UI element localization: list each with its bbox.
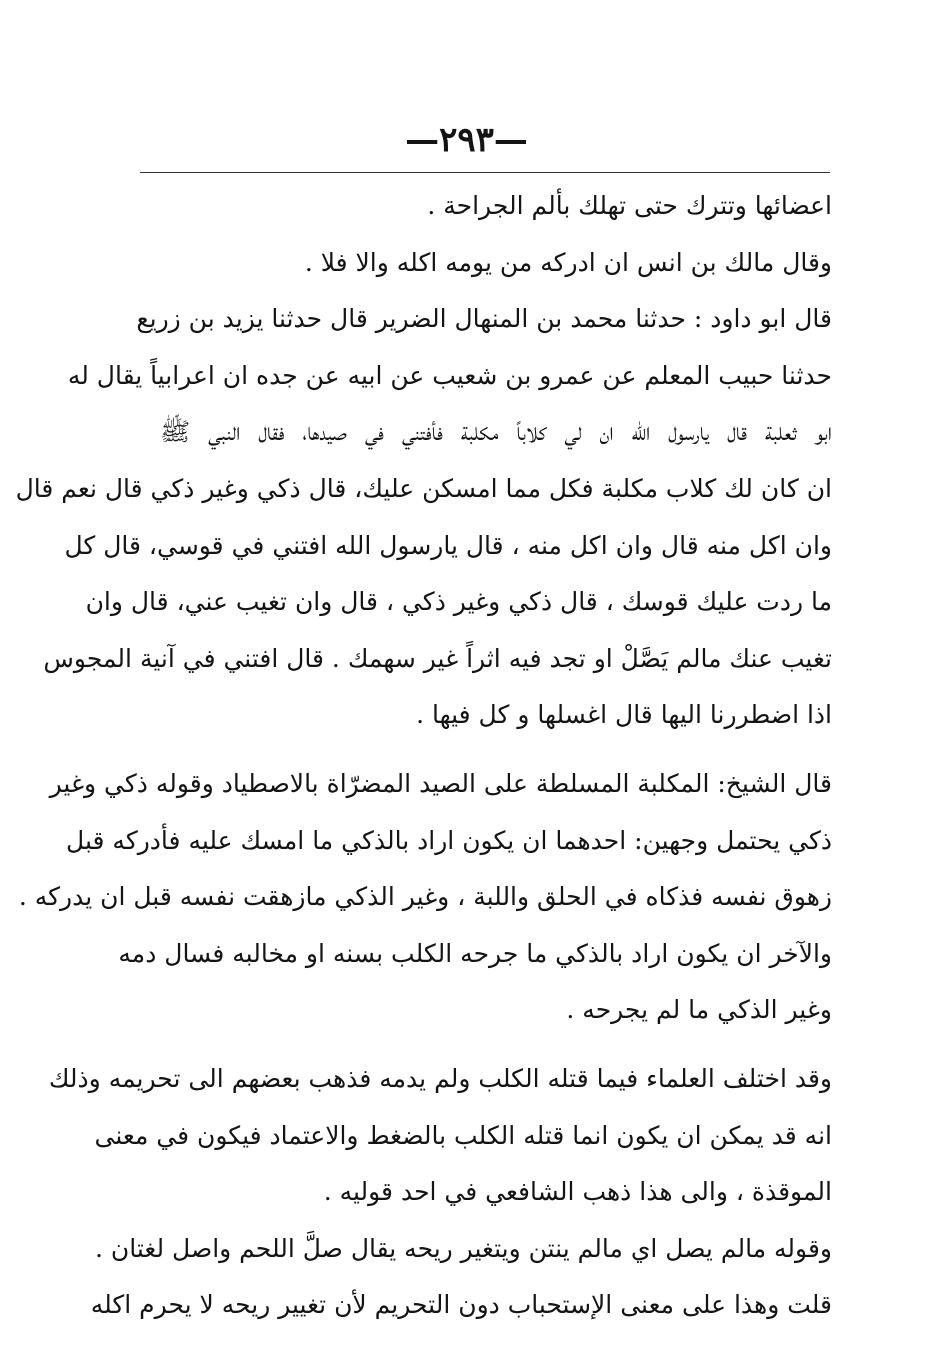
text-line: قال الشيخ: المكلبة المسلطة على الصيد المضرّاة بالاصطياد وقوله ذكي وغير <box>49 768 832 798</box>
text-line: ان كان لك كلاب مكلبة فكل مما امسكن عليك، قال ذكي وغير ذكي قال نعم قال <box>15 473 832 503</box>
text-line: وقال مالك بن انس ان ادركه من يومه اكله والا فلا . <box>304 247 832 277</box>
text-line: ابو ثعلبة قال يارسول الله ان لي كلاباً مكلبة فأفتني في صيدها، فقال النبي ﷺ <box>160 417 832 447</box>
paragraph <box>48 1051 832 1221</box>
paragraph-gap <box>160 1039 832 1051</box>
text-line: وقوله مالم يصل اي مالم ينتن ويتغير ريحه يقال صلَّ اللحم واصل لغتان . <box>95 1233 832 1263</box>
paragraph-gap <box>160 744 832 756</box>
text-line: قلت وهذا على معنى الإستحباب دون التحريم لأن تغيير ريحه لا يحرم اكله <box>90 1290 832 1320</box>
paragraph <box>15 291 832 744</box>
text-line: ما ردت عليك قوسك ، قال ذكي وغير ذكي ، قال وان تغيب عني، قال وان <box>85 587 832 617</box>
paragraph <box>160 235 832 292</box>
text-line: وان اكل منه قال وان اكل منه ، قال يارسول الله افتني في قوسي، قال كل <box>64 530 832 560</box>
paragraph <box>118 926 832 1039</box>
body-text <box>15 178 832 1334</box>
text-line: اعضائها وتترك حتى تهلك بألم الجراحة . <box>427 191 832 220</box>
text-line: اذا اضطررنا اليها قال اغسلها و كل فيها . <box>416 700 832 730</box>
text-line: تغيب عنك مالم يَصَّلْ او تجد فيه اثراً غير سهمك . قال افتني في آنية المجوس <box>43 643 832 673</box>
text-line: والآخر ان يكون اراد بالذكي ما جرحه الكلب بسنه او مخالبه فسال دمه <box>118 938 832 968</box>
text-line: انه قد يمكن ان يكون انما قتله الكلب بالضغط والاعتماد فيكون في معنى <box>94 1120 832 1150</box>
text-line: وغير الذكي ما لم يجرحه . <box>566 995 832 1025</box>
page-number: —٢٩٣— <box>405 120 528 160</box>
paragraph <box>160 178 832 235</box>
text-line: زهوق نفسه فذكاه في الحلق واللبة ، وغير الذكي مازهقت نفسه قبل ان يدركه . <box>18 882 832 912</box>
text-line: وقد اختلف العلماء فيما قتله الكلب ولم يدمه فذهب بعضهم الى تحريمه وذلك <box>48 1063 832 1093</box>
text-line: الموقذة ، والى هذا ذهب الشافعي في احد قوليه . <box>323 1177 832 1207</box>
text-line: قال ابو داود : حدثنا محمد بن المنهال الضرير قال حدثنا يزيد بن زريع <box>136 304 832 334</box>
text-line: حدثنا حبيب المعلم عن عمرو بن شعيب عن ابيه عن جده ان اعرابياً يقال له <box>67 360 832 390</box>
header-rule <box>140 172 830 173</box>
paragraph <box>90 1221 832 1334</box>
text-line: ذكي يحتمل وجهين: احدهما ان يكون اراد بالذكي ما امسك عليه فأدركه قبل <box>66 825 832 855</box>
paragraph <box>18 756 832 926</box>
